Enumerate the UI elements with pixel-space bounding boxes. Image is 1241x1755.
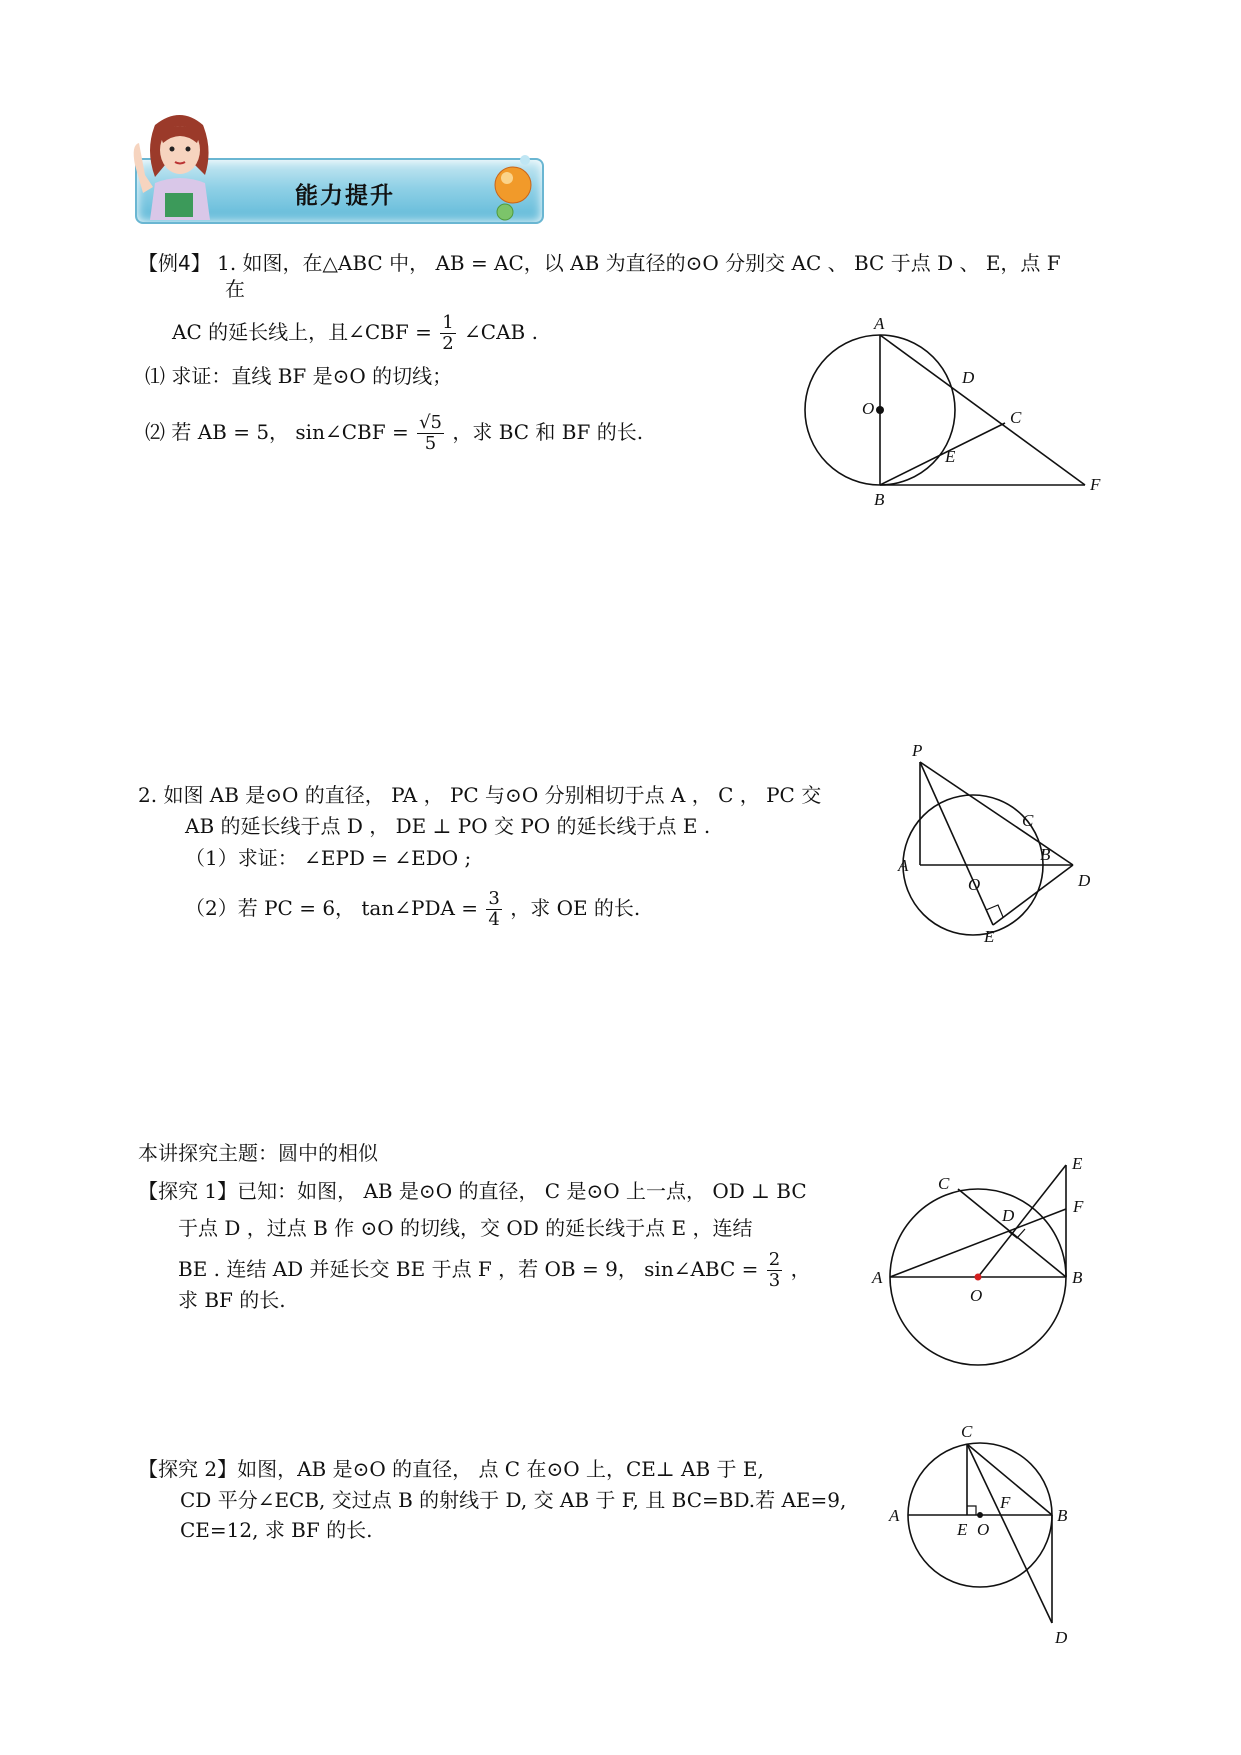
fig2-label-c: C bbox=[1022, 811, 1034, 830]
fig4-right-angle bbox=[967, 1506, 976, 1515]
e1-line2: 于点 D ，过点 B 作 ⊙O 的切线，交 OD 的延长线于点 E ，连结 bbox=[178, 1216, 753, 1240]
q2-part2-fraction bbox=[486, 889, 501, 930]
fig4-label-d: D bbox=[1055, 1628, 1068, 1647]
fig2-line-de bbox=[993, 865, 1073, 925]
q1-line1 bbox=[138, 249, 1061, 277]
q2-line2: AB 的延长线于点 D ， DE ⊥ PO 交 PO 的延长线于点 E . bbox=[185, 814, 711, 838]
fig1-label-c: C bbox=[1010, 408, 1022, 427]
fig2-label-o: O bbox=[968, 875, 981, 894]
q2-part2-den: 4 bbox=[488, 909, 500, 930]
q1-part2-a: ⑵ 若 AB = 5， sin∠CBF = bbox=[145, 420, 409, 444]
figure-1 bbox=[790, 305, 1130, 515]
e2-line2: CD 平分∠ECB, 交过点 B 的射线于 D, 交 AB 于 F, 且 BC=BD.若 AE=9, bbox=[180, 1488, 847, 1512]
e2-line1: 【探究 2】如图，AB 是⊙O 的直径， 点 C 在⊙O 上，CE⊥ AB 于 E, bbox=[138, 1457, 764, 1481]
fig3-label-c: C bbox=[938, 1174, 950, 1193]
fig2-label-p: P bbox=[912, 741, 923, 760]
fig2-label-a: A bbox=[898, 856, 909, 875]
e1-line3-a: BE . 连结 AD 并延长交 BE 于点 F ，若 OB = 9， sin∠ABC = bbox=[178, 1257, 759, 1281]
fig1-line-bc bbox=[880, 423, 1005, 485]
e1-fraction bbox=[767, 1250, 782, 1291]
q1-part2-den: 5 bbox=[424, 433, 437, 454]
q1-frac-num: 1 bbox=[442, 312, 454, 333]
e1-line3 bbox=[178, 1250, 811, 1291]
q1-frac-den: 2 bbox=[442, 333, 454, 354]
fig3-center bbox=[975, 1274, 982, 1281]
fig1-line-af bbox=[880, 335, 1085, 485]
e1-line3-b: ， bbox=[790, 1257, 811, 1281]
e1-frac-num: 2 bbox=[768, 1249, 781, 1270]
q1-text-2b: ∠CAB . bbox=[464, 320, 538, 344]
fig2-label-e: E bbox=[984, 927, 995, 946]
fig2-label-b: B bbox=[1040, 845, 1051, 864]
q1-part2-num: √5 bbox=[419, 412, 442, 433]
fig1-label-a: A bbox=[874, 314, 885, 333]
q1-line1b: 在 bbox=[225, 277, 245, 301]
fig3-label-o: O bbox=[970, 1286, 983, 1305]
q1-fraction bbox=[440, 313, 455, 354]
fig3-line-oe bbox=[978, 1165, 1066, 1277]
fig1-label-e: E bbox=[945, 447, 956, 466]
fig4-center bbox=[977, 1512, 983, 1518]
q1-part2-fraction bbox=[417, 413, 444, 454]
fig2-label-d: D bbox=[1078, 871, 1091, 890]
fig1-label-d: D bbox=[962, 368, 975, 387]
q2-part1: （1）求证： ∠EPD = ∠EDO ; bbox=[185, 846, 472, 870]
q1-part2-b: ，求 BC 和 BF 的长. bbox=[452, 420, 644, 444]
fig3-label-d: D bbox=[1002, 1206, 1015, 1225]
fig4-label-a: A bbox=[889, 1506, 900, 1525]
q2-part2 bbox=[185, 889, 640, 930]
ornament-ball-icon bbox=[485, 150, 545, 225]
fig3-label-f: F bbox=[1073, 1197, 1084, 1216]
q2-line1: 2. 如图 AB 是⊙O 的直径， PA ， PC 与⊙O 分别相切于点 A ， C ， PC 交 bbox=[138, 783, 822, 807]
q1-line2 bbox=[172, 313, 538, 354]
e1-frac-den: 3 bbox=[768, 1270, 781, 1291]
q1-part2 bbox=[145, 413, 643, 454]
q2-part2-b: ，求 OE 的长. bbox=[510, 896, 641, 920]
fig4-label-c: C bbox=[961, 1422, 973, 1441]
figure-3 bbox=[870, 1155, 1110, 1375]
banner-title: 能力提升 bbox=[295, 183, 395, 209]
fig1-label-b: B bbox=[874, 490, 885, 509]
teacher-illustration-icon bbox=[125, 105, 225, 225]
fig4-label-e: E bbox=[957, 1520, 968, 1539]
q1-part1: ⑴ 求证：直线 BF 是⊙O 的切线； bbox=[145, 364, 453, 388]
q1-text-2a: AC 的延长线上，且∠CBF = bbox=[172, 320, 432, 344]
fig3-label-a: A bbox=[872, 1268, 883, 1287]
fig4-label-o: O bbox=[977, 1520, 990, 1539]
q2-part2-num: 3 bbox=[488, 888, 500, 909]
explore-heading: 本讲探究主题：圆中的相似 bbox=[138, 1141, 378, 1165]
figure-4 bbox=[885, 1415, 1105, 1650]
e1-line1: 【探究 1】已知：如图， AB 是⊙O 的直径， C 是⊙O 上一点， OD ⊥ BC bbox=[138, 1179, 807, 1203]
fig3-label-b: B bbox=[1072, 1268, 1083, 1287]
figure-2 bbox=[890, 740, 1110, 950]
fig3-label-e: E bbox=[1072, 1155, 1083, 1173]
e1-line4: 求 BF 的长. bbox=[178, 1288, 286, 1312]
fig1-label-f: F bbox=[1090, 475, 1101, 494]
fig3-line-af bbox=[890, 1209, 1066, 1277]
q2-part2-a: （2）若 PC = 6， tan∠PDA = bbox=[185, 896, 479, 920]
fig1-center bbox=[876, 406, 884, 414]
e2-line3: CE=12, 求 BF 的长. bbox=[180, 1518, 373, 1542]
fig4-label-b: B bbox=[1057, 1506, 1068, 1525]
fig4-label-f: F bbox=[1000, 1493, 1011, 1512]
example-tag: 【例4】 bbox=[138, 251, 211, 275]
q1-text-1: 1. 如图，在△ABC 中， AB = AC，以 AB 为直径的⊙O 分别交 AC 、 BC 于点 D 、 E，点 F bbox=[217, 251, 1061, 275]
fig1-label-o: O bbox=[862, 399, 875, 418]
